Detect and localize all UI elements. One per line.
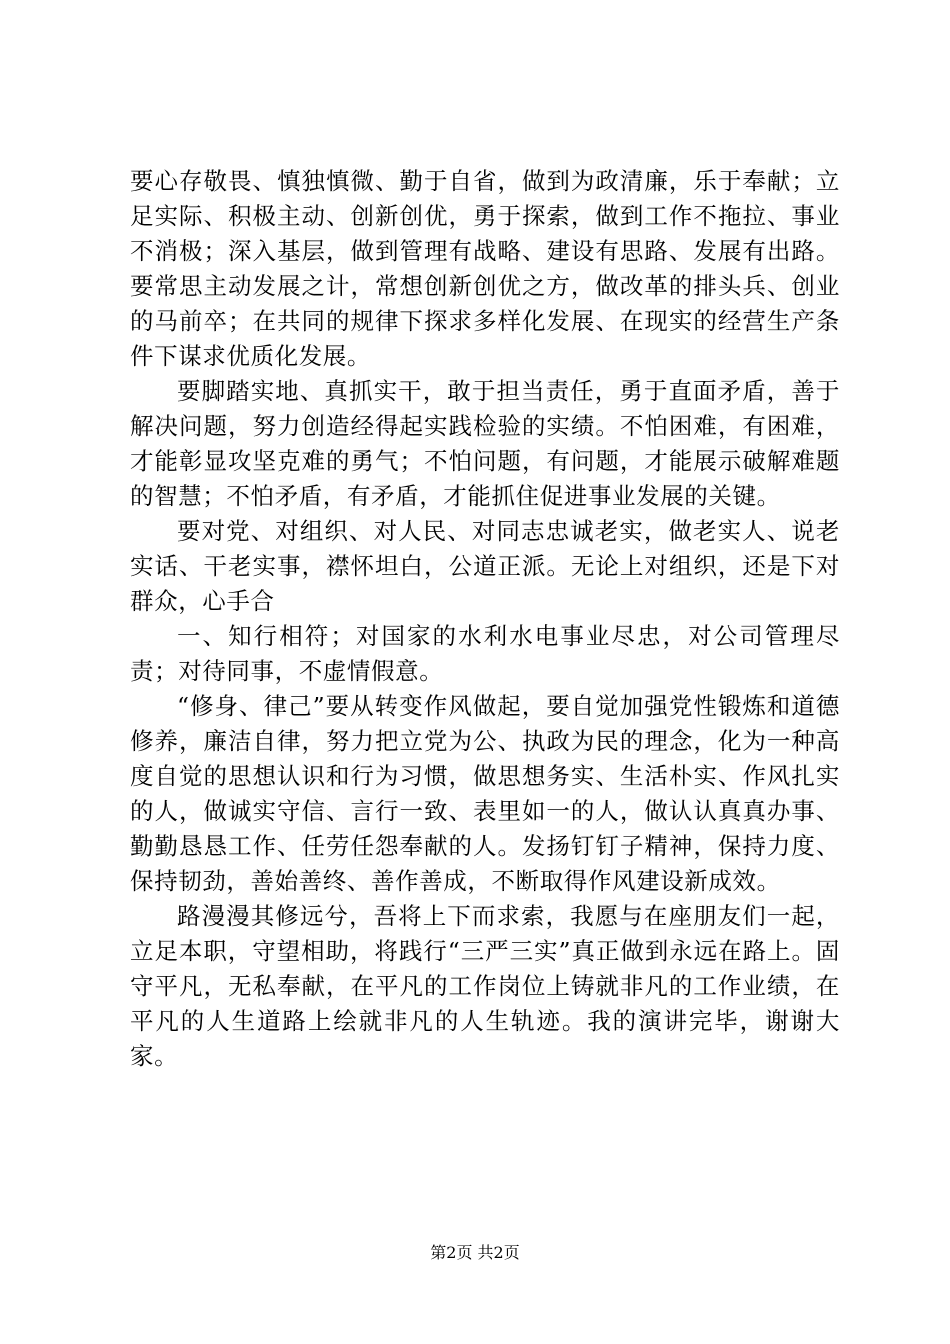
document-body <box>130 164 840 1074</box>
page-number-label: 第2页 共2页 <box>430 1243 520 1262</box>
paragraph-1: 要心存敬畏、慎独慎微、勤于自省，做到为政清廉，乐于奉献；立足实际、积极主动、创新创优，勇于探索，做到工作不拖拉、事业不消极；深入基层，做到管理有战略、建设有思路、发展有出路。要常思主动发展之计，常想创新创优之方，做改革的排头兵、创业的马前卒；在共同的规律下探求多样化发展、在现实的经营生产条件下谋求优质化发展。 <box>130 167 840 370</box>
paragraph-3: 要对党、对组织、对人民、对同志忠诚老实，做老实人、说老实话、干老实事，襟怀坦白，公道正派。无论上对组织，还是下对群众，心手合 <box>130 517 840 615</box>
paragraph-5: “修身、律己”要从转变作风做起，要自觉加强党性锻炼和道德修养，廉洁自律，努力把立党为公、执政为民的理念，化为一种高度自觉的思想认识和行为习惯，做思想务实、生活朴实、作风扎实的人，做诚实守信、言行一致、表里如一的人，做认认真真办事、勤勤恳恳工作、任劳任怨奉献的人。发扬钉钉子精神，保持力度、保持韧劲，善始善终、善作善成，不断取得作风建设新成效。 <box>130 692 840 895</box>
paragraph-2: 要脚踏实地、真抓实干，敢于担当责任，勇于直面矛盾，善于解决问题，努力创造经得起实践检验的实绩。不怕困难，有困难，才能彰显攻坚克难的勇气；不怕问题，有问题，才能展示破解难题的智慧；不怕矛盾，有矛盾，才能抓住促进事业发展的关键。 <box>130 377 840 510</box>
paragraph-6: 路漫漫其修远兮，吾将上下而求索，我愿与在座朋友们一起，立足本职，守望相助，将践行“三严三实”真正做到永远在路上。固守平凡，无私奉献，在平凡的工作岗位上铸就非凡的工作业绩，在平凡的人生道路上绘就非凡的人生轨迹。我的演讲完毕，谢谢大家。 <box>130 902 840 1070</box>
page-footer <box>0 1242 950 1264</box>
paragraph-4: 一、知行相符；对国家的水利水电事业尽忠，对公司管理尽责；对待同事，不虚情假意。 <box>130 622 840 685</box>
